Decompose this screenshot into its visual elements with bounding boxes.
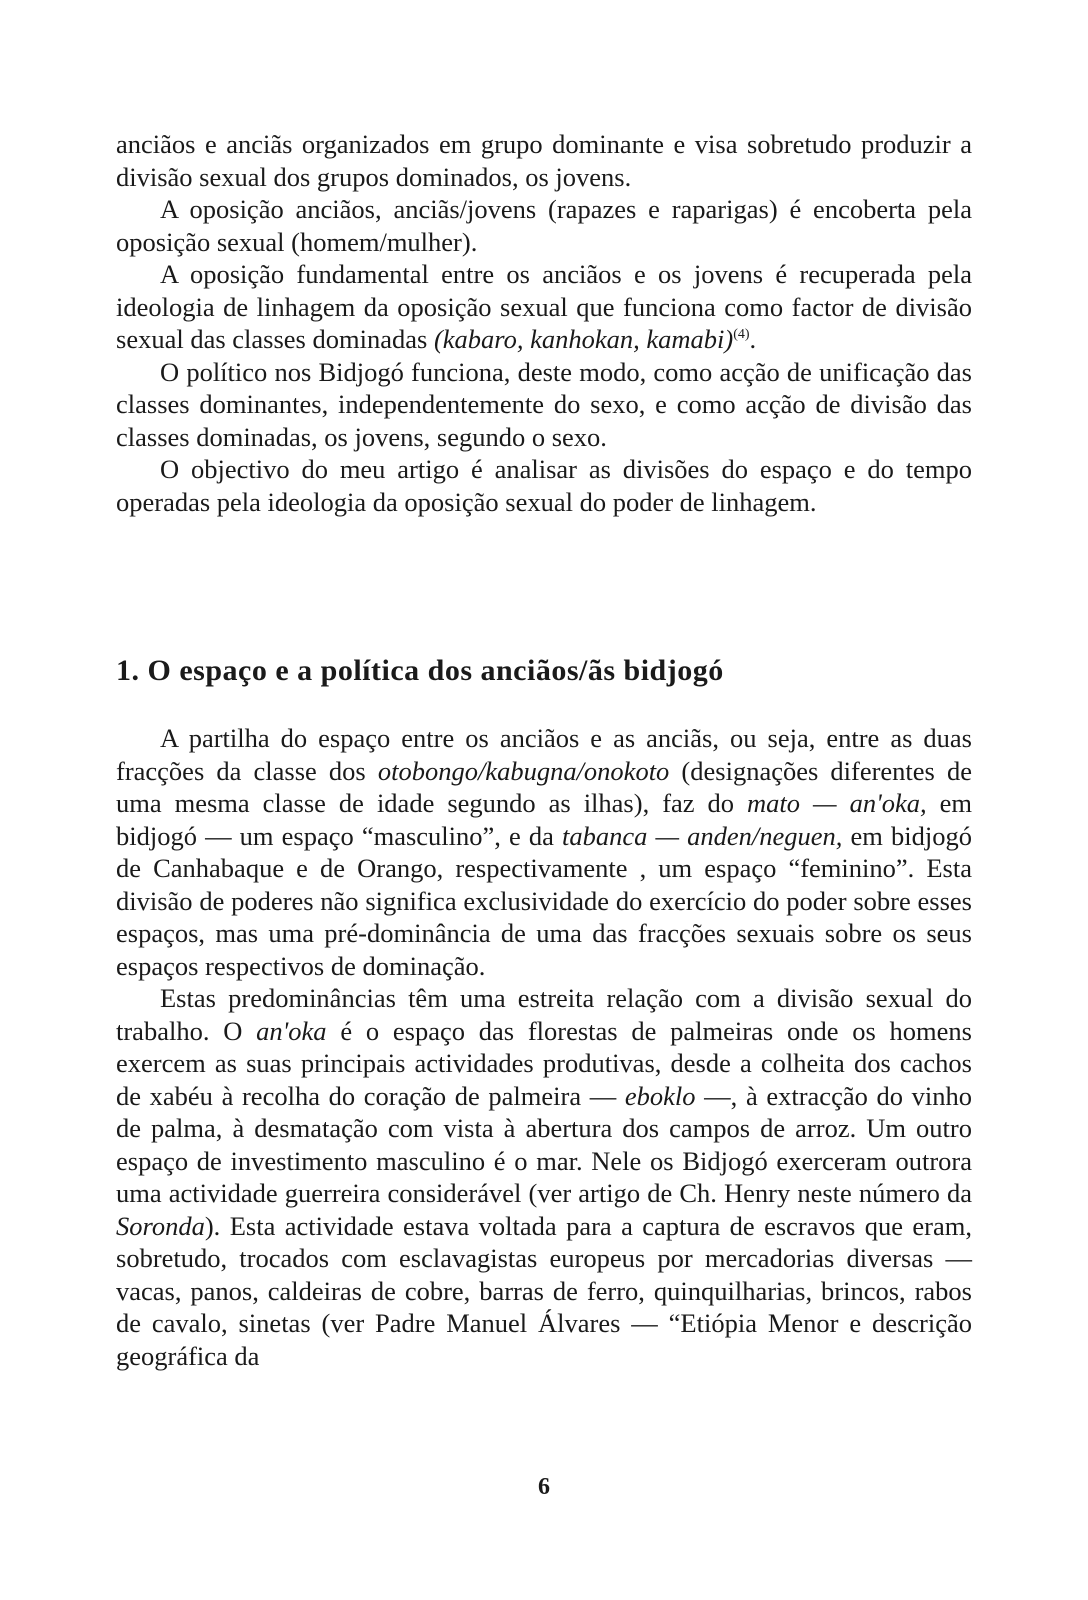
intro-paragraph-3-italic: (kabaro, kanhokan, kamabi) [433,324,734,354]
section-paragraph-2-text-3: —, à extracção do vinho de palma, à desmatação com vista à abertura dos campos de arroz. Um outro espaço de investimento masculino é o mar. Nele os Bidjogó exerceram outrora uma actividade guerreira considerável (ver artigo de Ch. Henry neste número da [116,1080,972,1208]
section-heading: 1. O espaço e a política dos anciãos/ãs bidjogó [116,654,724,687]
section-paragraph-2-italic-3: Soronda [116,1210,205,1241]
intro-paragraph-3-text: A oposição fundamental entre os anciãos e os jovens é recuperada pela ideologia de linhagem da oposição sexual que funciona como factor de divisão sexual das classes dominadas [116,259,972,354]
intro-paragraph-2: A oposição anciãos, anciãs/jovens (rapazes e raparigas) é encoberta pela oposição sexual (homem/mulher). [116,194,972,257]
section-paragraph-2-text-4: ). Esta actividade estava voltada para a captura de escravos que eram, sobretudo, trocados com esclavagistas europeus por mercadorias diversas — vacas, panos, caldeiras de cobre, barras de ferro, quinquilharias, brincos, rabos de cavalo, sinetas (ver Padre Manuel Álvares — “Etiópia Menor e descrição geográfica da [116,1210,972,1371]
section-paragraph-1-italic-3: tabanca — anden/neguen, [562,820,843,851]
section-paragraph-1-text-2: (designações diferentes de uma mesma classe de idade segundo as ilhas), faz do [116,755,972,818]
section-paragraph-2-text-1: Estas predominâncias têm uma estreita relação com a divisão sexual do trabalho. O [116,983,972,1046]
section-paragraph-1-text-4: em bidjogó de Canhabaque e de Orango, respectivamente , um espaço “feminino”. Esta divisão de poderes não significa exclusividade do exercício do poder sobre esses espaços, mas uma pré-dominância de uma das fracções sexuais sobre os seus espaços respectivos de dominação. [116,820,972,981]
page-number: 6 [538,1474,550,1500]
section-paragraph-1 [116,722,972,982]
section-paragraph-1-text-1: A partilha do espaço entre os anciãos e as anciãs, ou seja, entre as duas fracções da classe dos [116,723,972,786]
intro-paragraph-4: O político nos Bidjogó funciona, deste modo, como acção de unificação das classes dominantes, independentemente do sexo, e como acção de divisão das classes dominadas, os jovens, segundo o sexo. [116,356,972,452]
section-body [116,722,972,1372]
intro-paragraph-1: anciãos e anciãs organizados em grupo dominante e visa sobretudo produzir a divisão sexual dos grupos dominados, os jovens. [116,129,972,192]
intro-paragraph-5: O objectivo do meu artigo é analisar as divisões do espaço e do tempo operadas pela ideologia da oposição sexual do poder de linhagem. [116,454,972,517]
section-paragraph-1-text-3: em bidjogó — um espaço “masculino”, e da [116,788,973,851]
section-paragraph-2 [116,982,972,1372]
section-paragraph-2-italic-2: eboklo [624,1080,696,1111]
intro-text [116,128,972,518]
intro-paragraph-3 [116,258,972,356]
section-paragraph-2-text-2: é o espaço das florestas de palmeiras onde os homens exercem as suas principais actividades produtivas, desde a colheita dos cachos de xabéu à recolha do coração de palmeira — [116,1015,972,1111]
section-paragraph-1-italic-2: mato — an'oka, [747,788,927,818]
intro-paragraph-3-end: . [749,324,757,354]
footnote-ref-4: (4) [733,327,750,343]
section-paragraph-1-italic-1: otobongo/kabugna/onokoto [377,755,670,786]
section-paragraph-2-italic-1: an'oka [256,1015,327,1046]
